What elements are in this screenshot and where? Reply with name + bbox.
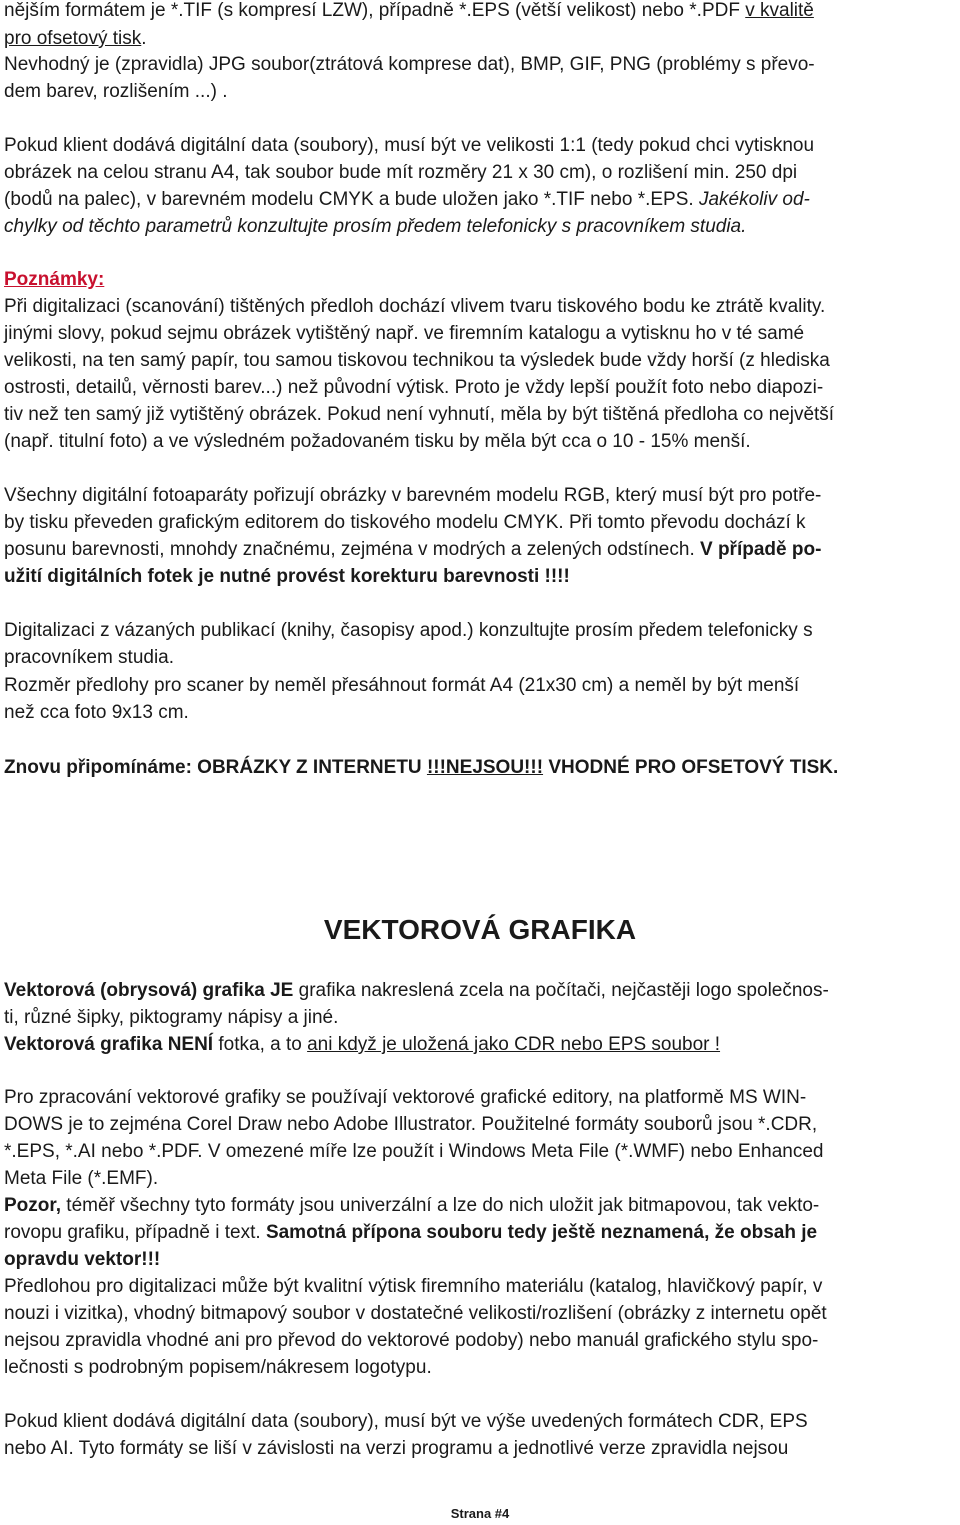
bold-text: Pozor, [4,1195,62,1216]
vector-line: nebo AI. Tyto formáty se liší v závislosti na verzi programu a jednotlivé verze zpravidla nejsou [4,1438,789,1459]
client-line: Pokud klient dodává digitální data (soubory), musí být ve velikosti 1:1 (tedy pokud chci vytisknou [4,135,815,156]
vector-line [4,1220,817,1247]
client-line [4,187,810,214]
cameras-line: by tisku převeden grafickým editorem do tiskového modelu CMYK. Při tomto převodu dochází k [4,512,806,533]
vector-line [4,1032,720,1059]
text: rovopu grafiku, případně i text. [4,1222,266,1243]
underlined-text: !!!NEJSOU!!! [426,757,544,778]
text: . [141,28,147,49]
notes-line: ostrosti, detailů, věrnosti barev...) než původní výtisk. Proto je vždy lepší použít foto nebo diapozi- [4,377,824,398]
reminder-line [4,755,838,782]
vector-line: opravdu vektor!!! [4,1249,161,1270]
bound-line: než cca foto 9x13 cm. [4,702,189,723]
text: posunu barevnosti, mnohdy značnému, zejména v modrých a zelených odstínech. [4,539,700,560]
vector-line [4,1193,819,1220]
vector-line: DOWS je to zejména Corel Draw nebo Adobe Illustrator. Použitelné formáty souborů jsou *.CDR, [4,1114,818,1135]
intro-line [4,0,814,25]
text: fotka, a to [213,1034,308,1055]
notes-title: Poznámky: [4,269,105,290]
vector-line: nouzi i vizitka), vhodný bitmapový soubor v dostatečné velikosti/rozlišení (obrázky z internetu opět [4,1303,827,1324]
cameras-line: Všechny digitální fotoaparáty pořizují obrázky v barevném modelu RGB, který musí být pro potře- [4,485,822,506]
bound-line: pracovníkem studia. [4,647,175,668]
text: grafika nakreslená zcela na počítači, nejčastěji logo společnos- [293,980,829,1001]
vector-line: Pro zpracování vektorové grafiky se používají vektorové grafické editory, na platformě MS WIN- [4,1087,807,1108]
bold-text: Samotná přípona souboru tedy ještě neznamená, že obsah je [265,1222,818,1243]
vector-line: lečnosti s podrobným popisem/nákresem logotypu. [4,1357,432,1378]
vector-line: ti, různé šipky, piktogramy nápisy a jiné. [4,1007,339,1028]
text: Znovu připomínáme: OBRÁZKY Z INTERNETU [4,757,427,778]
vector-line: Předlohou pro digitalizaci může být kvalitní výtisk firemního materiálu (katalog, hlavičkový papír, v [4,1276,823,1297]
italic-text: Jakékoliv od- [698,189,810,210]
text: téměř všechny tyto formáty jsou univerzální a lze do nich uložit jak bitmapovou, tak vekto- [61,1195,820,1216]
vector-line: *.EPS, *.AI nebo *.PDF. V omezené míře lze použít i Windows Meta File (*.WMF) nebo Enhanced [4,1141,824,1162]
text: VHODNÉ PRO OFSETOVÝ TISK. [543,757,839,778]
notes-line: Při digitalizaci (scanování) tištěných předloh dochází vlivem tvaru tiskového bodu ke ztrátě kvality. [4,296,826,317]
page-number: Strana #4 [450,1506,510,1521]
underlined-text: ani když je uložená jako CDR nebo EPS soubor ! [307,1034,721,1055]
underlined-text: pro ofsetový tisk [4,28,142,49]
vector-line: Pokud klient dodává digitální data (soubory), musí být ve výše uvedených formátech CDR, EPS [4,1411,808,1432]
notes-line: velikosti, na ten samý papír, tou samou tiskovou technikou ta výsledek bude vždy horší (z hlediska [4,350,830,371]
section-heading: VEKTOROVÁ GRAFIKA [323,914,637,945]
client-line: obrázek na celou stranu A4, tak soubor bude mít rozměry 21 x 30 cm), o rozlišení min. 250 dpi [4,162,798,183]
text: (bodů na palec), v barevném modelu CMYK a bude uložen jako *.TIF nebo *.EPS. [4,189,699,210]
vector-line: Meta File (*.EMF). [4,1168,159,1189]
bound-line: Digitalizaci z vázaných publikací (knihy, časopisy apod.) konzultujte prosím předem telefonicky s [4,620,813,641]
bold-text: Vektorová grafika NENÍ [4,1034,214,1055]
vector-line [4,978,829,1005]
bound-line: Rozměr předlohy pro scaner by neměl přesáhnout formát A4 (21x30 cm) a neměl by být menší [4,675,800,696]
underlined-text: v kvalitě [745,0,814,21]
notes-line: jinými slovy, pokud sejmu obrázek vytištěný např. ve firemním katalogu a vytisknu ho v té samé [4,323,805,344]
intro-line: Nevhodný je (zpravidla) JPG soubor(ztrátová komprese dat), BMP, GIF, PNG (problémy s převo- [4,54,815,75]
intro-line [4,26,147,53]
cameras-line [4,537,821,564]
bold-text: Vektorová (obrysová) grafika JE [4,980,294,1001]
vector-line: nejsou zpravidla vhodné ani pro převod do vektorové podoby) nebo manuál grafického stylu spo- [4,1330,819,1351]
client-line: chylky od těchto parametrů konzultujte prosím předem telefonicky s pracovníkem studia. [4,216,747,237]
intro-line: dem barev, rozlišením ...) . [4,81,228,102]
notes-line: (např. titulní foto) a ve výsledném požadovaném tisku by měla být cca o 10 - 15% menší. [4,431,751,452]
cameras-line: užití digitálních fotek je nutné provést korekturu barevnosti !!!! [4,566,570,587]
text: nějším formátem je *.TIF (s kompresí LZW), případně *.EPS (větší velikost) nebo *.PDF [4,0,746,21]
bold-text: V případě po- [700,539,822,560]
notes-line: tiv než ten samý již vytištěný obrázek. Pokud není vyhnutí, měla by být tištěná předloha co největší [4,404,835,425]
